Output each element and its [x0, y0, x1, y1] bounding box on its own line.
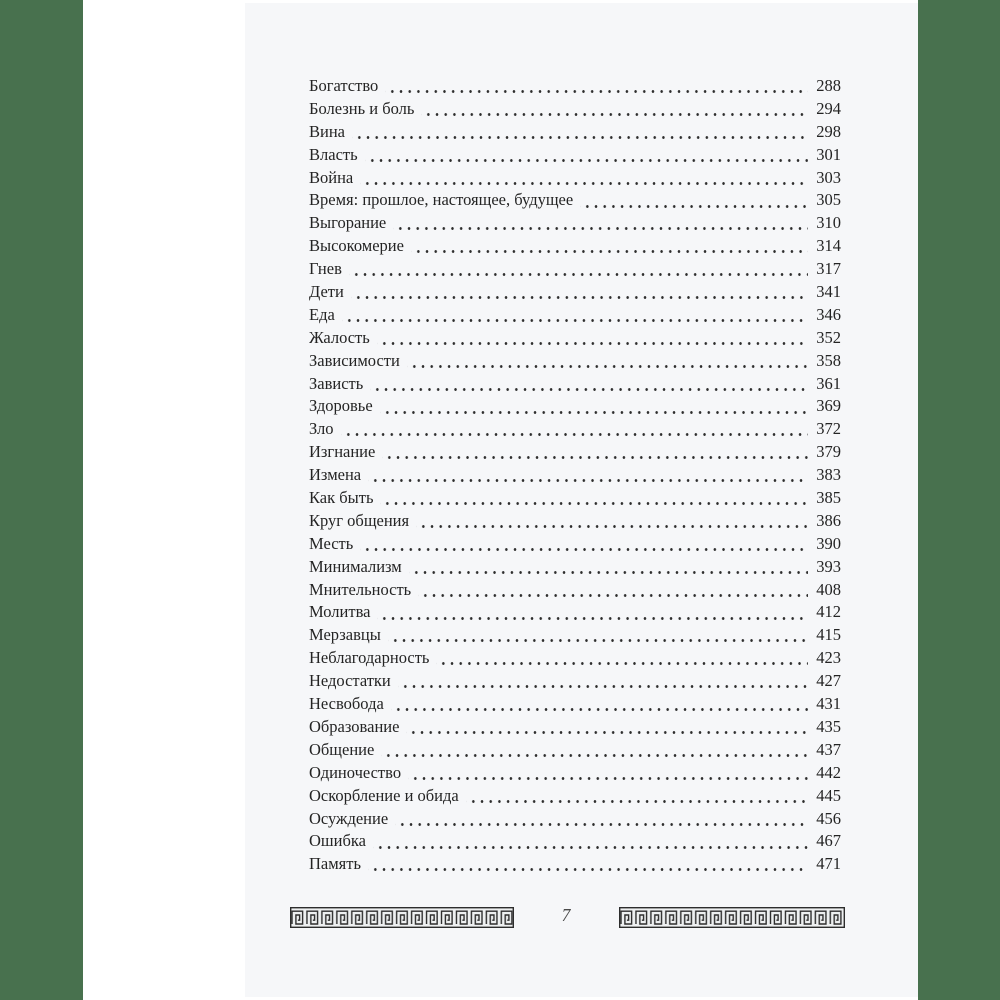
- toc-entry: [309, 693, 841, 716]
- toc-entry-page-number: 346: [816, 304, 841, 324]
- dot-leader: [388, 624, 808, 647]
- toc-entry: [309, 487, 841, 510]
- toc-entry-title: Оскорбление и обида: [309, 785, 459, 805]
- toc-entry-page-number: 427: [816, 671, 841, 691]
- dot-leader: [418, 579, 808, 602]
- toc-entry: [309, 739, 841, 762]
- toc-entry-title: Выгорание: [309, 213, 387, 233]
- toc-entry-page-number: 314: [816, 236, 841, 256]
- dot-leader: [580, 189, 808, 212]
- toc-entry-title: Мерзавцы: [309, 625, 381, 645]
- toc-entry: [309, 601, 841, 624]
- dot-leader: [411, 235, 808, 258]
- toc-entry-page-number: 442: [816, 762, 841, 782]
- toc-entry-title: Несвобода: [309, 694, 384, 714]
- toc-entry: [309, 624, 841, 647]
- toc-entry: [309, 75, 841, 98]
- dot-leader: [373, 830, 808, 853]
- dot-leader: [380, 395, 808, 418]
- toc-entry: [309, 762, 841, 785]
- dot-leader: [466, 785, 808, 808]
- dot-leader: [341, 418, 808, 441]
- dot-leader: [352, 121, 808, 144]
- book-cover-edge-right: [918, 0, 1000, 1000]
- dot-leader: [395, 808, 808, 831]
- toc-entry-page-number: 317: [816, 259, 841, 279]
- toc-entry-title: Власть: [309, 144, 358, 164]
- toc-entry: [309, 853, 841, 876]
- toc-entry-title: Дети: [309, 282, 344, 302]
- dot-leader: [406, 716, 808, 739]
- toc-entry: [309, 212, 841, 235]
- dot-leader: [408, 762, 808, 785]
- toc-entry-page-number: 435: [816, 716, 841, 736]
- toc-entry-title: Мнительность: [309, 579, 412, 599]
- dot-leader: [360, 167, 808, 190]
- toc-entry-title: Здоровье: [309, 396, 373, 416]
- toc-entry-page-number: 303: [816, 167, 841, 187]
- toc-entry-page-number: 358: [816, 350, 841, 370]
- toc-entry: [309, 189, 841, 212]
- greek-key-ornament-right-icon: [619, 907, 845, 928]
- dot-leader: [368, 853, 808, 876]
- toc-entry: [309, 716, 841, 739]
- toc-entry: [309, 121, 841, 144]
- toc-entry-page-number: 467: [816, 831, 841, 851]
- toc-entry-title: Война: [309, 167, 354, 187]
- dot-leader: [360, 533, 808, 556]
- toc-entry: [309, 464, 841, 487]
- toc-entry-title: Как быть: [309, 488, 374, 508]
- toc-entry: [309, 533, 841, 556]
- toc-entry: [309, 395, 841, 418]
- toc-entry-page-number: 456: [816, 808, 841, 828]
- toc-entry-title: Молитва: [309, 602, 371, 622]
- toc-entry: [309, 441, 841, 464]
- toc-entry-title: Гнев: [309, 259, 342, 279]
- toc-entry-page-number: 305: [816, 190, 841, 210]
- toc-entry-page-number: 412: [816, 602, 841, 622]
- toc-entry-page-number: 341: [816, 282, 841, 302]
- dot-leader: [382, 441, 808, 464]
- dot-leader: [385, 75, 808, 98]
- toc-entry-title: Измена: [309, 465, 362, 485]
- toc-entry: [309, 258, 841, 281]
- dot-leader: [377, 327, 808, 350]
- toc-entry-title: Зависимости: [309, 350, 400, 370]
- toc-entry-page-number: 471: [816, 854, 841, 874]
- toc-entry-title: Минимализм: [309, 556, 402, 576]
- toc-entry-page-number: 445: [816, 785, 841, 805]
- dot-leader: [393, 212, 808, 235]
- toc-entry-page-number: 383: [816, 465, 841, 485]
- toc-entry: [309, 556, 841, 579]
- toc-entry-page-number: 288: [816, 76, 841, 95]
- toc-entry-title: Неблагодарность: [309, 648, 430, 668]
- greek-key-ornament-left-icon: [290, 907, 514, 928]
- toc-entry-page-number: 298: [816, 121, 841, 141]
- toc-entry-page-number: 294: [816, 98, 841, 118]
- toc-entry-page-number: 352: [816, 327, 841, 347]
- dot-leader: [421, 98, 808, 121]
- toc-entry-page-number: 408: [816, 579, 841, 599]
- dot-leader: [370, 373, 808, 396]
- dot-leader: [391, 693, 808, 716]
- toc-entry-page-number: 372: [816, 419, 841, 439]
- toc-entry-title: Одиночество: [309, 762, 402, 782]
- book-page: [245, 3, 918, 997]
- toc-entry: [309, 670, 841, 693]
- toc-entry: [309, 167, 841, 190]
- toc-entry-title: Еда: [309, 304, 335, 324]
- dot-leader: [365, 144, 808, 167]
- toc-entry-title: Ошибка: [309, 831, 366, 851]
- toc-entry-title: Память: [309, 854, 362, 874]
- toc-entry-title: Жалость: [309, 327, 370, 347]
- toc-entry-title: Образование: [309, 716, 400, 736]
- toc-entry: [309, 510, 841, 533]
- toc-entry-page-number: 310: [816, 213, 841, 233]
- dot-leader: [342, 304, 808, 327]
- dot-leader: [436, 647, 808, 670]
- toc-entry-page-number: 393: [816, 556, 841, 576]
- toc-entry-title: Высокомерие: [309, 236, 404, 256]
- toc-entry: [309, 327, 841, 350]
- toc-entry: [309, 235, 841, 258]
- toc-entry-page-number: 431: [816, 694, 841, 714]
- toc-entry-title: Круг общения: [309, 510, 410, 530]
- dot-leader: [416, 510, 808, 533]
- dot-leader: [349, 258, 808, 281]
- toc-entry-page-number: 379: [816, 442, 841, 462]
- toc-entry-title: Время: прошлое, настоящее, будущее: [309, 190, 574, 210]
- toc-entry-page-number: 385: [816, 488, 841, 508]
- dot-leader: [368, 464, 808, 487]
- toc-entry: [309, 281, 841, 304]
- toc-entry: [309, 647, 841, 670]
- table-of-contents: [309, 75, 841, 876]
- toc-entry: [309, 304, 841, 327]
- toc-entry-title: Недостатки: [309, 671, 391, 691]
- toc-entry-page-number: 437: [816, 739, 841, 759]
- toc-entry-page-number: 415: [816, 625, 841, 645]
- toc-entry: [309, 579, 841, 602]
- dot-leader: [398, 670, 808, 693]
- toc-entry-title: Богатство: [309, 76, 379, 95]
- dot-leader: [381, 739, 808, 762]
- toc-entry-title: Месть: [309, 533, 354, 553]
- dot-leader: [409, 556, 808, 579]
- toc-entry-page-number: 361: [816, 373, 841, 393]
- toc-entry: [309, 98, 841, 121]
- toc-entry-page-number: 386: [816, 510, 841, 530]
- page-number: 7: [561, 905, 571, 925]
- toc-entry-title: Болезнь и боль: [309, 98, 415, 118]
- toc-entry: [309, 373, 841, 396]
- toc-entry-title: Изгнание: [309, 442, 376, 462]
- toc-entry: [309, 830, 841, 853]
- toc-entry: [309, 350, 841, 373]
- toc-entry-page-number: 369: [816, 396, 841, 416]
- toc-entry-title: Вина: [309, 121, 345, 141]
- toc-entry: [309, 785, 841, 808]
- toc-entry-title: Осуждение: [309, 808, 389, 828]
- toc-entry-title: Зависть: [309, 373, 364, 393]
- dot-leader: [407, 350, 808, 373]
- dot-leader: [377, 601, 808, 624]
- toc-entry-title: Зло: [309, 419, 334, 439]
- book-cover-edge-left: [0, 0, 83, 1000]
- toc-entry: [309, 418, 841, 441]
- toc-entry-title: Общение: [309, 739, 375, 759]
- toc-entry: [309, 144, 841, 167]
- toc-entry-page-number: 301: [816, 144, 841, 164]
- dot-leader: [380, 487, 808, 510]
- toc-entry: [309, 808, 841, 831]
- toc-entry-page-number: 423: [816, 648, 841, 668]
- dot-leader: [351, 281, 808, 304]
- toc-entry-page-number: 390: [816, 533, 841, 553]
